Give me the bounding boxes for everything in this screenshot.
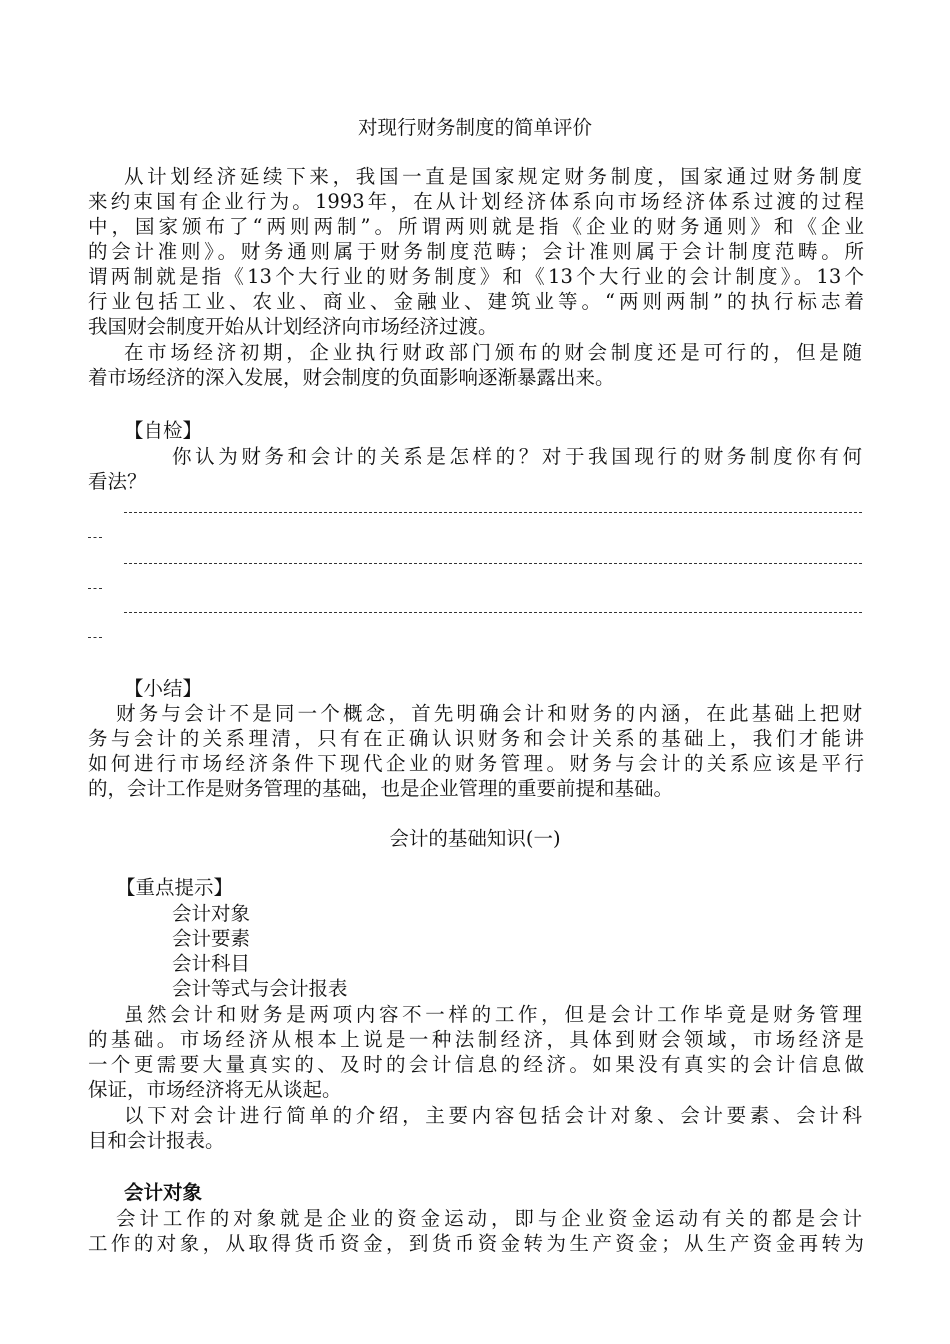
answer-line-dashes <box>124 563 862 564</box>
paragraph-line: 在市场经济初期，企业执行财政部门颁布的财会制度还是可行的，但是随 <box>124 341 862 364</box>
answer-line-dashes <box>88 637 102 638</box>
question-line: 你认为财务和会计的关系是怎样的？对于我国现行的财务制度你有何 <box>172 445 862 468</box>
paragraph-line: 以下对会计进行简单的介绍，主要内容包括会计对象、会计要素、会计科 <box>124 1104 862 1127</box>
paragraph-line: 一个更需要大量真实的、及时的会计信息的经济。如果没有真实的会计信息做 <box>88 1053 864 1076</box>
key-point-item: 会计等式与会计报表 <box>172 977 348 1000</box>
question-line: 看法？ <box>88 470 147 493</box>
subheading: 会计对象 <box>124 1181 203 1204</box>
section-title: 会计的基础知识(一) <box>389 827 561 850</box>
paragraph-line: 财务与会计不是同一个概念，首先明确会计和财务的内涵，在此基础上把财 <box>116 702 862 725</box>
paragraph-line: 虽然会计和财务是两项内容不一样的工作，但是会计工作毕竟是财务管理 <box>124 1003 862 1026</box>
paragraph-line: 中，国家颁布了“两则两制”。所谓两则就是指《企业的财务通则》和《企业 <box>88 215 864 238</box>
paragraph-line: 来约束国有企业行为。1993年，在从计划经济体系向市场经济体系过渡的过程 <box>88 190 864 213</box>
paragraph-line: 从计划经济延续下来，我国一直是国家规定财务制度，国家通过财务制度 <box>124 165 862 188</box>
key-points-heading: 【重点提示】 <box>116 876 234 899</box>
paragraph-line: 我国财会制度开始从计划经济向市场经济过渡。 <box>88 315 498 338</box>
answer-line-dashes <box>88 537 102 538</box>
paragraph-line: 会计工作的对象就是企业的资金运动，即与企业资金运动有关的都是会计 <box>116 1207 862 1230</box>
key-point-item: 会计科目 <box>172 952 251 975</box>
paragraph-line: 行业包括工业、农业、商业、金融业、建筑业等。“两则两制”的执行标志着 <box>88 290 864 313</box>
self-check-heading: 【自检】 <box>124 419 203 442</box>
paragraph-line: 目和会计报表。 <box>88 1129 225 1152</box>
key-point-item: 会计对象 <box>172 902 251 925</box>
paragraph-line: 务与会计的关系理清，只有在正确认识财务和会计关系的基础上，我们才能讲 <box>88 727 864 750</box>
answer-line-dashes <box>124 512 862 513</box>
section-title: 对现行财务制度的简单评价 <box>357 116 592 139</box>
paragraph-line: 的基础。市场经济从根本上说是一种法制经济，具体到财会领域，市场经济是 <box>88 1028 864 1051</box>
key-point-item: 会计要素 <box>172 927 251 950</box>
paragraph-line: 保证，市场经济将无从谈起。 <box>88 1078 342 1101</box>
answer-line-dashes <box>88 588 102 589</box>
answer-line-dashes <box>124 612 862 613</box>
paragraph-line: 的会计准则》。财务通则属于财务制度范畴；会计准则属于会计制度范畴。所 <box>88 240 864 263</box>
paragraph-line: 的，会计工作是财务管理的基础，也是企业管理的重要前提和基础。 <box>88 777 674 800</box>
paragraph-line: 如何进行市场经济条件下现代企业的财务管理。财务与会计的关系应该是平行 <box>88 752 864 775</box>
paragraph-line: 着市场经济的深入发展，财会制度的负面影响逐渐暴露出来。 <box>88 366 615 389</box>
summary-heading: 【小结】 <box>124 677 203 700</box>
paragraph-line: 工作的对象，从取得货币资金，到货币资金转为生产资金；从生产资金再转为 <box>88 1232 864 1255</box>
paragraph-line: 谓两制就是指《13个大行业的财务制度》和《13个大行业的会计制度》。13个 <box>88 265 864 288</box>
